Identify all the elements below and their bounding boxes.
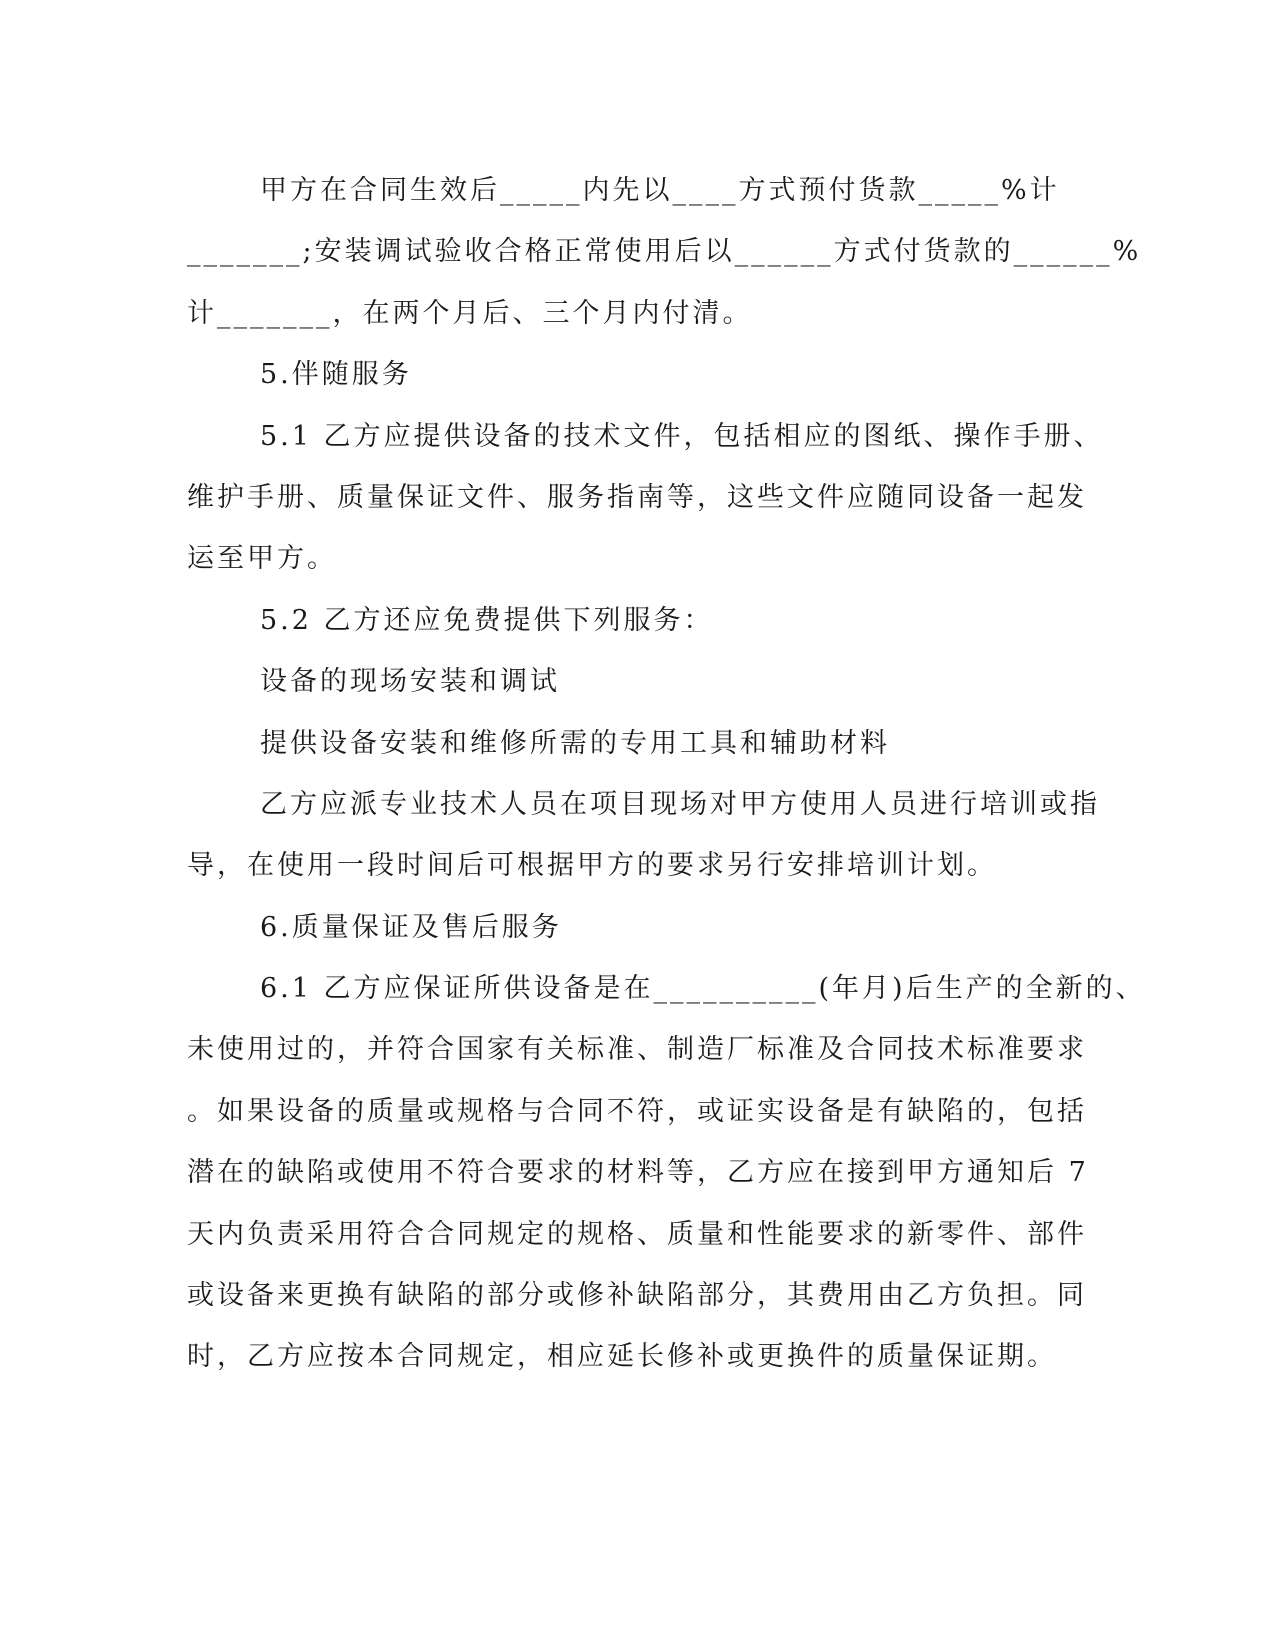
clause-6-1-line-2: 未使用过的，并符合国家有关标准、制造厂标准及合同技术标准要求	[187, 1034, 1087, 1066]
clause-5-1-line-1: 5.1 乙方应提供设备的技术文件，包括相应的图纸、操作手册、	[260, 420, 1104, 452]
clause-6-1-line-6: 或设备来更换有缺陷的部分或修补缺陷部分，其费用由乙方负担。同	[187, 1280, 1087, 1312]
section-heading-quality-assurance: 6.质量保证及售后服务	[260, 911, 562, 943]
payment-clause-line-3: 计_______，在两个月后、三个月内付清。	[187, 297, 753, 329]
payment-clause-line-2: _______;安装调试验收合格正常使用后以______方式付货款的______%	[187, 236, 1142, 268]
clause-6-1-line-3: 。如果设备的质量或规格与合同不符，或证实设备是有缺陷的，包括	[187, 1095, 1087, 1127]
payment-clause-line-1: 甲方在合同生效后_____内先以____方式预付货款_____%计	[260, 175, 1060, 206]
training-clause-line-2: 导，在使用一段时间后可根据甲方的要求另行安排培训计划。	[187, 850, 997, 882]
service-item-tools: 提供设备安装和维修所需的专用工具和辅助材料	[260, 727, 890, 759]
clause-5-1-line-2: 维护手册、质量保证文件、服务指南等，这些文件应随同设备一起发	[187, 481, 1087, 513]
clause-6-1-line-7: 时，乙方应按本合同规定，相应延长修补或更换件的质量保证期。	[187, 1341, 1057, 1373]
section-heading-accompanying-services: 5.伴随服务	[260, 359, 412, 391]
clause-6-1-line-1: 6.1 乙方应保证所供设备是在__________(年月)后生产的全新的、	[260, 973, 1146, 1005]
training-clause-line-1: 乙方应派专业技术人员在项目现场对甲方使用人员进行培训或指	[260, 788, 1100, 820]
clause-6-1-line-4: 潜在的缺陷或使用不符合要求的材料等，乙方应在接到甲方通知后 7	[187, 1157, 1089, 1189]
contract-text	[187, 160, 1146, 1388]
clause-5-2: 5.2 乙方还应免费提供下列服务：	[260, 604, 714, 636]
clause-5-1-line-3: 运至甲方。	[187, 543, 337, 575]
clause-6-1-line-5: 天内负责采用符合合同规定的规格、质量和性能要求的新零件、部件	[187, 1218, 1087, 1250]
service-item-installation: 设备的现场安装和调试	[260, 666, 560, 698]
